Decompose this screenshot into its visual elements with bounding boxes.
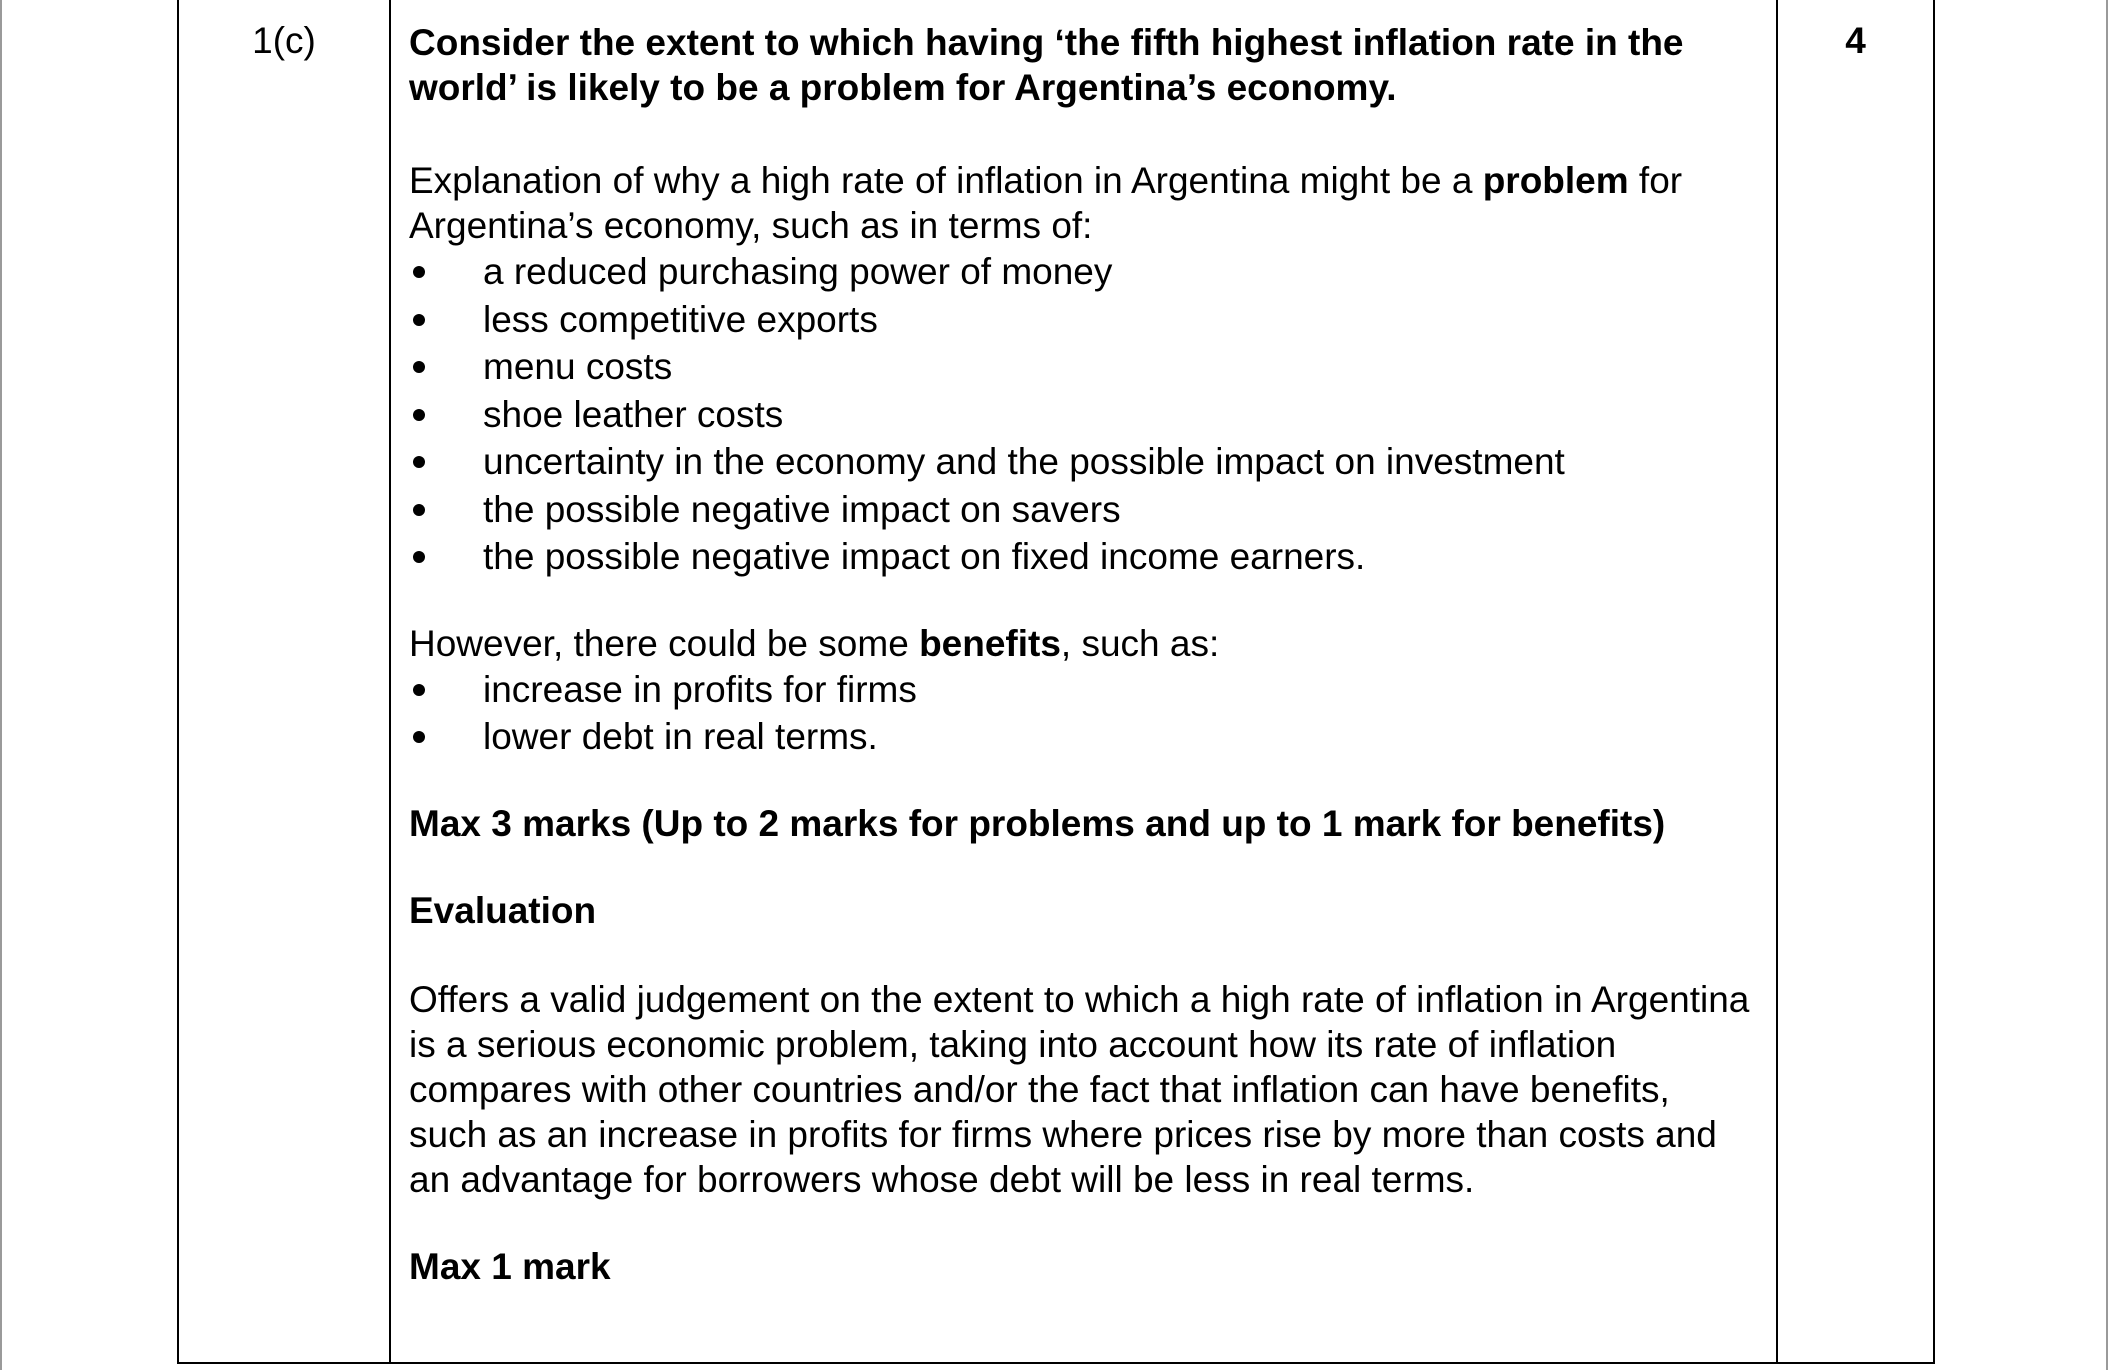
- question-title: Consider the extent to which having ‘the fifth highest inflation rate in the world’ is likely to be a problem for Argentina’s economy.: [409, 22, 1684, 108]
- bullet-icon: [413, 266, 425, 278]
- benefits-intro: [409, 621, 1758, 666]
- list-item: shoe leather costs: [409, 391, 1758, 439]
- question-number: 1(c): [252, 20, 316, 61]
- bullet-icon: [413, 504, 425, 516]
- problems-intro: [409, 158, 1758, 248]
- list-item: increase in profits for firms: [409, 666, 1758, 714]
- bullet-icon: [413, 361, 425, 373]
- problems-intro-bold: problem: [1482, 160, 1629, 201]
- evaluation-text: Offers a valid judgement on the extent to which a high rate of inflation in Argentina is a serious economic problem, taking into account how its rate of inflation compares with other countries and/or the fact that inflation can have benefits, such as an increase in profits for firms where prices rise by more than costs and an advantage for borrowers whose debt will be less in real terms.: [409, 978, 1750, 1200]
- bullet-icon: [413, 684, 425, 696]
- mark-scheme-table: [177, 0, 1935, 1364]
- bullet-icon: [413, 456, 425, 468]
- list-item: the possible negative impact on fixed income earners.: [409, 533, 1758, 581]
- problems-intro-before: Explanation of why a high rate of inflation in Argentina might be a: [409, 160, 1483, 201]
- list-item: a reduced purchasing power of money: [409, 248, 1758, 296]
- benefits-intro-after: , such as:: [1060, 622, 1220, 664]
- page-edge-left: [0, 0, 2, 1370]
- benefits-list: [409, 666, 1758, 761]
- problems-intro-after: for Argentina’s economy, such as in terms of:: [409, 160, 1683, 246]
- list-item: the possible negative impact on savers: [409, 486, 1758, 534]
- marks-value: 4: [1845, 20, 1866, 61]
- benefits-intro-bold: benefits: [919, 622, 1061, 664]
- problems-list: [409, 248, 1758, 581]
- question-number-cell: [179, 0, 391, 1362]
- bullet-icon: [413, 314, 425, 326]
- benefits-intro-before: However, there could be some: [409, 622, 920, 664]
- evaluation-heading: Evaluation: [409, 889, 597, 931]
- list-item: menu costs: [409, 343, 1758, 391]
- bullet-icon: [413, 731, 425, 743]
- list-item: less competitive exports: [409, 296, 1758, 344]
- marks-cell: [1778, 0, 1933, 1362]
- max-marks-problems-benefits: Max 3 marks (Up to 2 marks for problems and up to 1 mark for benefits): [409, 802, 1666, 844]
- bullet-icon: [413, 551, 425, 563]
- answer-cell: [391, 0, 1778, 1362]
- list-item: lower debt in real terms.: [409, 713, 1758, 761]
- bullet-icon: [413, 409, 425, 421]
- list-item: uncertainty in the economy and the possible impact on investment: [409, 438, 1758, 486]
- evaluation-max-marks: Max 1 mark: [409, 1245, 611, 1287]
